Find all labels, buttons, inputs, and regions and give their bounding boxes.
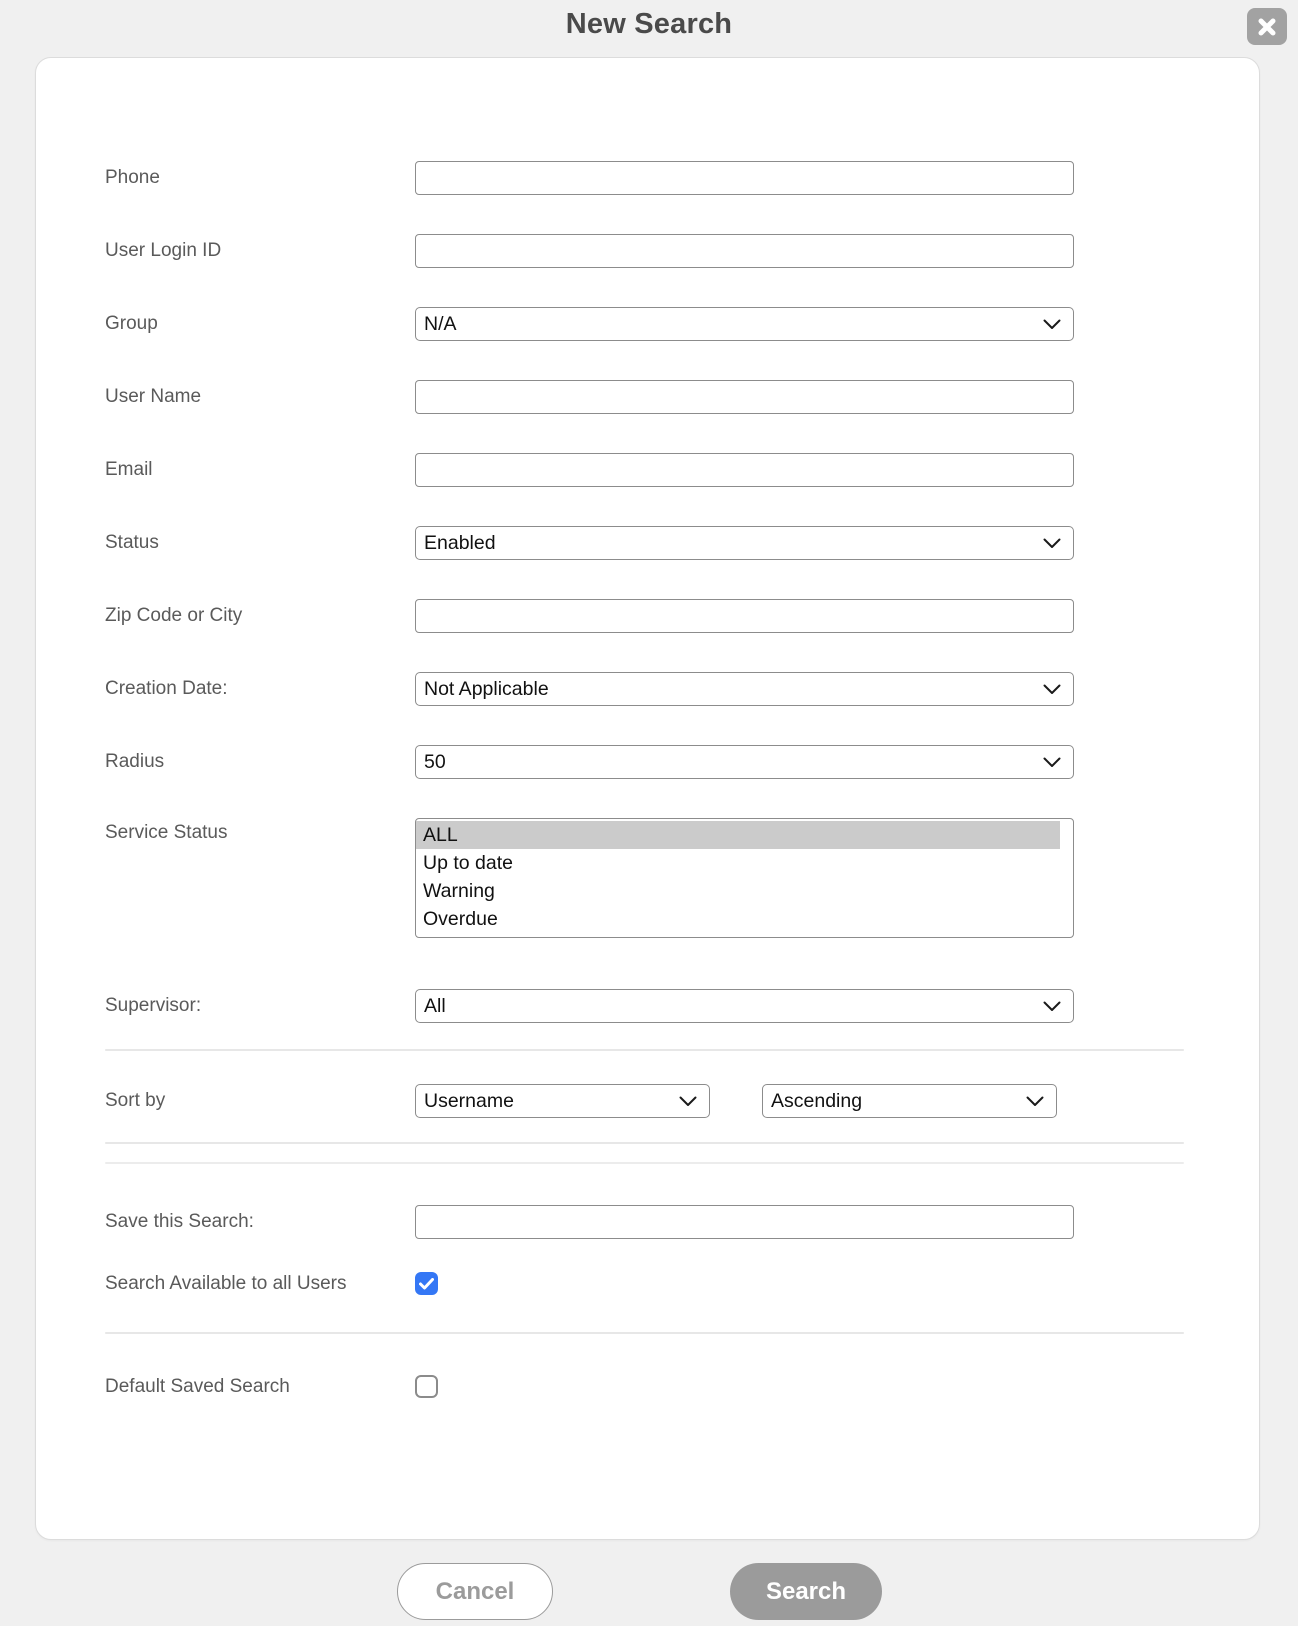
service-status-listbox[interactable] xyxy=(415,818,1074,938)
chevron-down-icon xyxy=(1043,1001,1061,1012)
user-name-row xyxy=(105,380,1184,414)
listbox-option-warning[interactable]: Warning xyxy=(423,880,495,902)
creation-date-select-value: Not Applicable xyxy=(424,677,549,700)
search-available-label: Search Available to all Users xyxy=(105,1272,347,1294)
sort-direction-select-value: Ascending xyxy=(771,1089,863,1112)
save-search-input[interactable] xyxy=(415,1205,1074,1239)
close-icon xyxy=(1257,17,1277,37)
group-label: Group xyxy=(105,313,158,334)
cancel-button-label: Cancel xyxy=(435,1577,515,1605)
phone-input[interactable] xyxy=(415,161,1074,195)
search-button-label: Search xyxy=(765,1577,847,1605)
email-label: Email xyxy=(105,459,153,480)
supervisor-select-value: All xyxy=(424,994,446,1017)
zip-city-input[interactable] xyxy=(415,599,1074,633)
listbox-option-overdue[interactable]: Overdue xyxy=(423,908,498,930)
listbox-option-up-to-date[interactable]: Up to date xyxy=(423,852,513,874)
supervisor-row xyxy=(105,989,1184,1023)
zip-city-label: Zip Code or City xyxy=(105,605,243,626)
status-label: Status xyxy=(105,532,159,553)
supervisor-label: Supervisor: xyxy=(105,995,202,1016)
chevron-down-icon xyxy=(1043,319,1061,330)
status-select[interactable] xyxy=(415,526,1074,560)
group-select-value: N/A xyxy=(424,312,457,335)
service-status-label: Service Status xyxy=(105,822,228,843)
status-select-value: Enabled xyxy=(424,531,496,554)
default-saved-row xyxy=(105,1375,1184,1398)
zip-city-row xyxy=(105,599,1184,633)
default-saved-checkbox[interactable] xyxy=(415,1375,438,1398)
chevron-down-icon xyxy=(1043,538,1061,549)
chevron-down-icon xyxy=(679,1096,697,1107)
user-login-id-label: User Login ID xyxy=(105,240,222,261)
chevron-down-icon xyxy=(1043,757,1061,768)
checkmark-icon xyxy=(419,1278,434,1290)
group-row xyxy=(105,307,1184,341)
new-search-dialog xyxy=(35,57,1260,1540)
radius-select-value: 50 xyxy=(424,750,446,773)
creation-date-row xyxy=(105,672,1184,706)
user-name-input[interactable] xyxy=(415,380,1074,414)
group-select[interactable] xyxy=(415,307,1074,341)
divider xyxy=(105,1049,1184,1051)
email-row xyxy=(105,453,1184,487)
chevron-down-icon xyxy=(1043,684,1061,695)
status-row xyxy=(105,526,1184,560)
divider xyxy=(105,1332,1184,1334)
search-available-checkbox[interactable] xyxy=(415,1272,438,1295)
cancel-button[interactable] xyxy=(397,1563,553,1620)
close-button[interactable] xyxy=(1247,8,1287,45)
user-login-id-input[interactable] xyxy=(415,234,1074,268)
page-title: New Search xyxy=(565,8,733,40)
phone-row xyxy=(105,161,1184,195)
radius-label: Radius xyxy=(105,751,165,772)
save-search-label: Save this Search: xyxy=(105,1211,254,1232)
user-login-id-row xyxy=(105,234,1184,268)
sort-by-label: Sort by xyxy=(105,1090,166,1111)
phone-label: Phone xyxy=(105,167,160,188)
chevron-down-icon xyxy=(1026,1096,1044,1107)
divider xyxy=(105,1162,1184,1164)
sort-field-select[interactable] xyxy=(415,1084,710,1118)
default-saved-label: Default Saved Search xyxy=(105,1375,290,1397)
save-search-row xyxy=(105,1205,1184,1239)
radius-select[interactable] xyxy=(415,745,1074,779)
search-available-row xyxy=(105,1272,1184,1295)
search-button[interactable] xyxy=(730,1563,882,1620)
sort-direction-select[interactable] xyxy=(762,1084,1057,1118)
supervisor-select[interactable] xyxy=(415,989,1074,1023)
sort-field-select-value: Username xyxy=(424,1089,514,1112)
sort-by-row xyxy=(105,1084,1184,1118)
divider xyxy=(105,1142,1184,1144)
creation-date-label: Creation Date: xyxy=(105,678,228,699)
service-status-row xyxy=(105,818,1184,938)
listbox-option-all[interactable]: ALL xyxy=(416,821,1060,849)
radius-row xyxy=(105,745,1184,779)
user-name-label: User Name xyxy=(105,386,202,407)
email-input[interactable] xyxy=(415,453,1074,487)
creation-date-select[interactable] xyxy=(415,672,1074,706)
